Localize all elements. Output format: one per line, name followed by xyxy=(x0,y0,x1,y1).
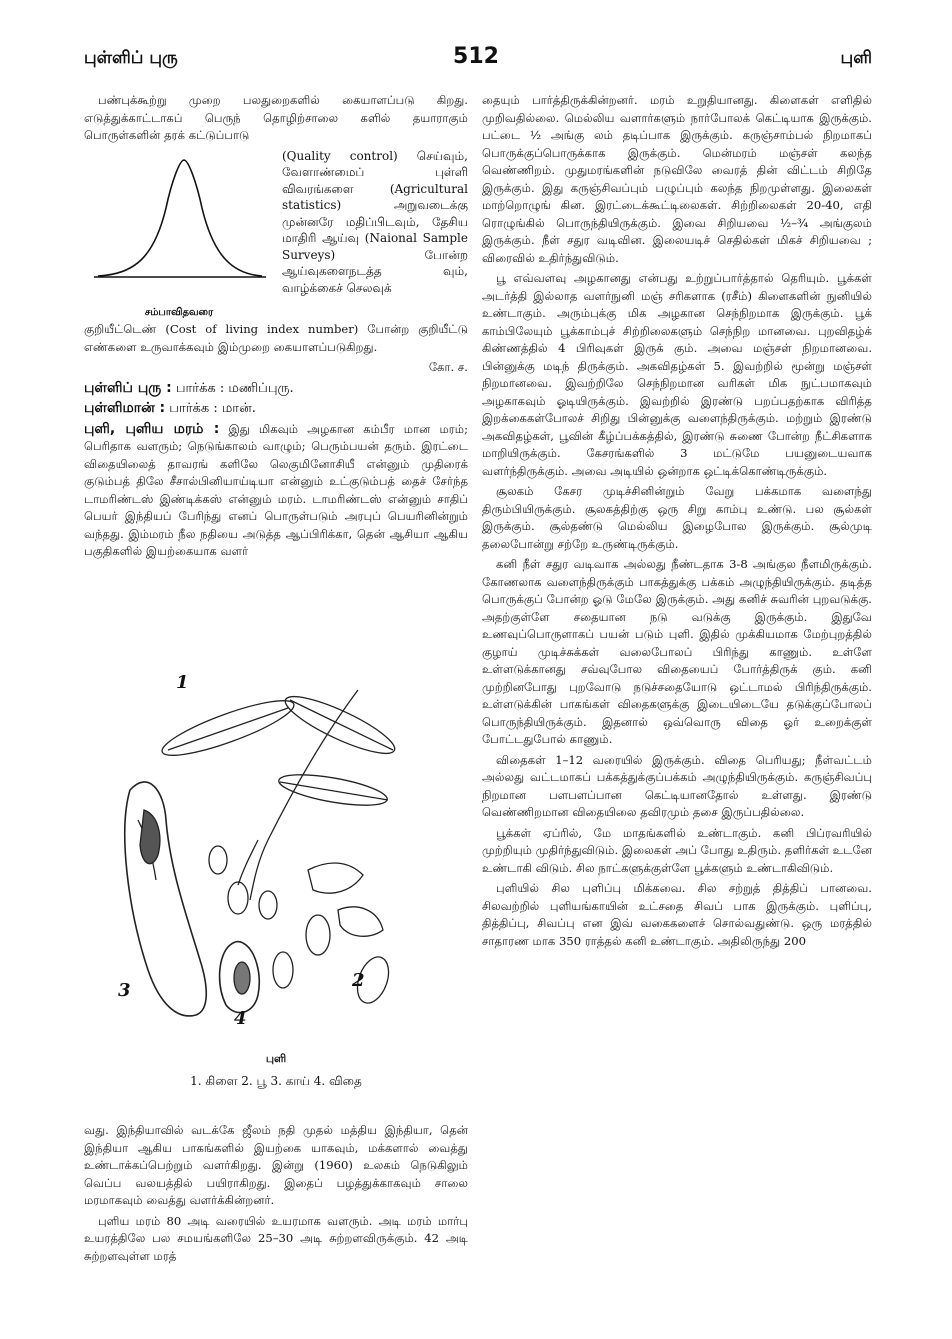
distribution-paragraph: வது. இந்தியாவில் வடக்கே ஜீலம் நதி முதல் மத்திய இந்தியா, தென் இந்தியா ஆகிய பாகங்களில் இயற்கை யாகவும், மக்களால் வைத்து உண்டாக்கப்பெற்றும் வளர்கிறது. இன்று (1960) உலகம் நெடுகிலும் வெப்ப வலயத்தில் பயிராகிறது. இதைப் பழத்துக்காகவும் சாலை மரமாகவும் வைத்து வளர்க்கின்றனர். xyxy=(84,1123,468,1207)
normal-curve-icon xyxy=(84,148,274,308)
figure-label-3: 3 xyxy=(118,980,131,1001)
entry-text: பார்க்க : மான். xyxy=(169,401,256,416)
entry-heading: புள்ளிப் புரு : xyxy=(84,379,172,396)
varieties-paragraph: புளியில் சில புளிப்பு மிக்கவை. சில சற்றுத் தித்திப் பானவை. சிலவற்றில் புளியங்காயின் உட்சதை சிவப் பாக இருக்கும். புளிப்பு, தித்திப்பு, சிவப்பு என இவ் வகைகளைச் சொல்வதுண்டு. ஒரு மரத்தில் சாதாரண மாக 350 ராத்தல் கனி உண்டாகும். அதிலிருந்து 200 xyxy=(482,881,872,948)
figure-label-4: 4 xyxy=(234,1008,247,1029)
figure-legend: 1. கிளை 2. பூ 3. காய் 4. விதை xyxy=(190,1074,362,1088)
ovary-paragraph: சூலகம் கேசர முடிச்சினின்றும் வேறு பக்கமாக வளைந்து திரும்பியிருக்கும். சூலகத்திற்கு ஒரு சிறு காம்பு உண்டு. பல சூல்கள் இருக்கும். சூல்தண்டு மெல்லிய இழைபோல இருக்கும். சூல்முடி தலைபோன்று சற்றே உருண்டிருக்கும். xyxy=(482,484,872,551)
entry-pullimaan xyxy=(84,400,468,418)
entry-text: இது மிகவும் அழகான கம்பீர மான மரம்; பெரிதாக வளரும்; நெடுங்காலம் வாழும்; பெரும்பயன் தரும். இரட்டை விதையிலைத் தாவரங் களிலே லெகுமினோசியீ என்னும் முதிரைக் குடும்பத் திலே சீசால்பினியாய்டியா என்னும் உட்குடும்பத் தைச் சேர்ந்த டாமரிண்டஸ் இண்டிக்கஸ் என்னும் மரம். டாமரிண்டஸ் என்னும் சாதிப் பெயர் இந்தியப் பேரிந்து எனப் பொருள்படும் அரபுப் பெயரினின்றும் வந்தது. இம்மரம் நீல நதியை அடுத்த ஆப்பிரிக்கா, தென் ஆசியா ஆகிய பகுதிகளில் இயற்கையாக வளர் xyxy=(84,421,468,558)
flower-paragraph: பூ எவ்வளவு அழகானது என்பது உற்றுப்பார்த்தால் தெரியும். பூக்கள் அடர்த்தி இல்லாத வளர்நுனி மஞ் சரிகளாக (ரசீம்) கிளைகளின் நுனியில் உண்டாகும். அரும்புக்கு மிக அழகான செந்நிறமாக இருக்கும். பூக் காம்பிலேயும் பூக்காம்புச் சிற்றிலைகளும் செந்நிற மானவை. புறவிதழ்க் கிண்ணத்தில் 4 பிரிவுகள் இருக் கும். அவை மஞ்சள் நிறமானவை. பின்னுக்கு மடிந் திருக்கும். அகவிதழ்கள் 5. இவற்றில் மூன்று மஞ்சள் நிறமானவை. இவற்றிலே செந்நிறமான வரிகள் மிக நுட்பமாகவும் அழகாகவும் ஓடியிருக்கும். இவற்றில் இரண்டு பறப்பதற்காக விரித்த இறக்கைகள்போலச் சிறிது பின்னுக்கு வளைந்திருக்கும். மற்றும் இரண்டு அகவிதழ்கள், பூவின் கீழ்ப்பக்கத்தில், இரண்டு சுணை போன்ற நீட்சிகளாக மாறியிருக்கும். கேசரங்களில் 3 மட்டுமே பயனுடையவாக வளர்ந்திருக்கும். அவை அடியில் ஒன்றாக ஒட்டிக்கொண்டிருக்கும். xyxy=(482,271,872,478)
entry-text: பார்க்க : மணிப்புரு. xyxy=(175,380,294,396)
size-paragraph: புளிய மரம் 80 அடி வரையில் உயரமாக வளரும். அடி மரம் மார்பு உயரத்திலே பல சமயங்களிலே 25–30 அடி சுற்றளவிருக்கும். 42 அடி சுற்றளவுள்ள மரத் xyxy=(84,1213,468,1263)
author-signature: கோ. ச. xyxy=(428,360,468,374)
figure-title: புளி xyxy=(265,1052,287,1065)
right-column xyxy=(482,92,872,953)
figure-label-1: 1 xyxy=(176,672,189,693)
wrapped-text: (Quality control) செய்வும், வேளாண்மைப் புள்ளி விவரங்களை (Agricultural statistics) அறுவடைக்கு முன்னரே மதிப்பிடவும், தேசிய மாதிரி ஆய்வு (Naional Sample Surveys) போன்ற ஆய்வுகளைநடத்த வும், வாழ்க்கைச் செலவுக் xyxy=(282,148,468,295)
header-right-term: புளி xyxy=(840,48,872,68)
intro-paragraph: பண்புக்கூற்று முறை பலதுறைகளில் கையாளப்படு கிறது. எடுத்துக்காட்டாகப் பெருந் தொழிற்சாலை களில் தயாராகும் பொருள்களின் தரக் கட்டுப்பாடு xyxy=(84,93,468,142)
figure-label-2: 2 xyxy=(352,970,365,991)
season-paragraph: பூக்கள் ஏப்ரில், மே மாதங்களில் உண்டாகும். கனி பிப்ரவரியில் முற்றியும் முதிர்ந்துவிடும். இலைகள் அப் போது உதிரும். தளிர்கள் உடனே உண்டாகி விடும். சில நாட்களுக்குள்ளே பூக்களும் உண்டாகிவிடும். xyxy=(482,825,872,875)
curve-block xyxy=(84,148,468,322)
entry-heading: புள்ளிமான் : xyxy=(84,400,166,416)
header-left-term: புள்ளிப் புரு xyxy=(84,48,178,68)
tamarind-drawing-icon xyxy=(108,670,438,1040)
curve-caption: சம்பாவிதவரை xyxy=(144,306,214,318)
left-column-bottom xyxy=(84,1122,468,1268)
seed-paragraph: விதைகள் 1–12 வரையில் இருக்கும். விதை பெரியது; நீள்வட்டம் அல்லது வட்டமாகப் பக்கத்துக்குப்பக்கம் அழுந்தியிருக்கும். கருஞ்சிவப்பு நிறமான பளபளப்பான கெட்டியானதோல் உள்ளது. இரண்டு வெண்ணிறமான விதையிலை தவிரமும் தசை இருப்பதில்லை. xyxy=(482,752,872,819)
fruit-paragraph: கனி நீள் சதுர வடிவாக அல்லது நீண்டதாக 3-8 அங்குல நீளமிருக்கும். கோணலாக வளைந்திருக்கும் பாகத்துக்கு பக்கம் அழுந்தியிருக்கும். தடித்த பொருக்குப் போன்ற ஓடு மேலே இருக்கும். அது கனிச் சுவரின் புறவடுக்கு. அதற்குள்ளே சதையான நடு வடுக்கு இருக்கும். இதுவே உணவுப்பொருளாகப் பயன் படும் புளி. இதில் முக்கியமாக மேற்புறத்தில் குழாய் முடிச்சுக்கள் வலைபோலப் பிரிந்து காணும். உள்ளே உள்ளடுக்கானது சவ்வுபோல விதையைப் போர்த்திருக் கும். கனி முற்றினபோது புறவோடு நடுச்சதையோடு ஒட்டாமல் பிரிந்திருக்கும். உள்ளடுக்கின் பாகங்கள் விதைகளுக்கு இடையிடையே தடுக்குப்போலப் பொருந்தியிருக்கும். இதனால் ஒவ்வொரு விதை ஓர் உறைக்குள் போட்டதுபோல் காணும். xyxy=(482,557,872,746)
entry-heading: புளி, புளிய மரம் : xyxy=(84,420,220,437)
normal-curve-figure xyxy=(84,148,274,322)
left-column-top xyxy=(84,92,468,564)
entry-puli xyxy=(84,421,468,561)
tamarind-illustration xyxy=(108,670,438,1100)
entry-pulli-puru xyxy=(84,380,468,398)
page-number: 512 xyxy=(453,44,499,69)
tree-paragraph: தையும் பார்த்திருக்கின்றனர். மரம் உறுதியானது. கிளைகள் எளிதில் முறிவதில்லை. மெல்லிய வளார்களும் நார்போலக் கெட்டியாக இருக்கும். பட்டை ½ அங்கு லம் தடிப்பாக இருக்கும். கருஞ்சாம்பல் நிறமாகப் பொருக்குப்பொருக்காக இருக்கும். மென்மரம் மஞ்சள் கலந்த வெண்ணிறம். முதுமரங்களின் நடுவிலே வைரத் தின் விட்டம் சிறிதே இருக்கும். இது கருஞ்சிவப்பும் பழுப்பும் கலந்த நிறமுள்ளது. இலைகள் மாற்றொழுங் கின. இரட்டைக்கூட்டிலைகள். சிற்றிலைகள் 20-40, எதி ரொழுங்கில் பொருந்தியிருக்கும். இவை சிறியவை ½–¾ அங்குலம் இருக்கும். நீள் சதுர வடிவின. இலையடிச் செதில்கள் மிகச் சிறியவை ; விரைவில் உதிர்ந்துவிடும். xyxy=(482,93,872,265)
index-paragraph: குறியீட்டெண் (Cost of living index number) போன்ற குறியீட்டு எண்களை உருவாக்கவும் இம்முறை கையாளப்படுகிறது. xyxy=(84,322,468,354)
